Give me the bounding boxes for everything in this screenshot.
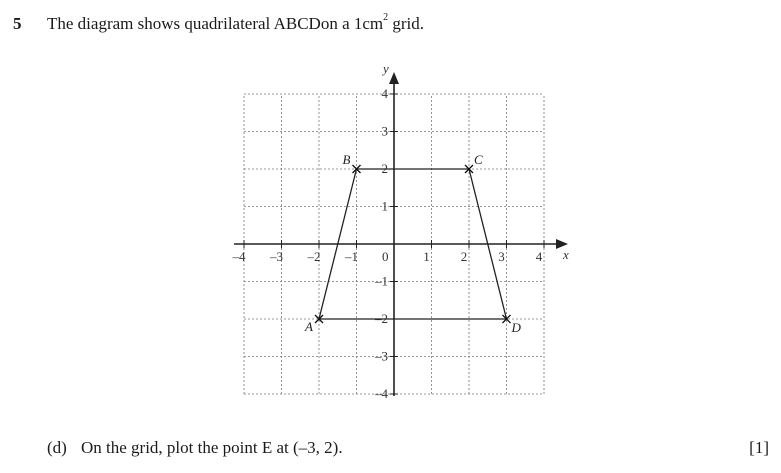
point-label-d: D	[511, 320, 521, 335]
x-tick-label: 3	[498, 249, 505, 264]
stem-superscript: 2	[383, 12, 389, 23]
x-tick-label: 0	[382, 249, 389, 264]
point-label-a: A	[305, 319, 313, 334]
y-tick-label: 2	[381, 161, 388, 176]
y-tick-label: 4	[381, 86, 388, 101]
y-axis-arrowhead	[389, 72, 399, 84]
stem-text: The diagram shows quadrilateral ABCDon a 1cm	[47, 14, 384, 33]
part-label: (d)	[47, 438, 67, 457]
question-number: 5	[13, 14, 22, 33]
point-label-b: B	[342, 152, 351, 167]
y-tick-label: –1	[375, 273, 388, 289]
x-tick-label: 1	[423, 249, 430, 264]
part-d	[47, 438, 343, 458]
x-tick-label: –3	[270, 249, 283, 264]
x-tick-label: –2	[307, 249, 321, 264]
y-tick-label: –3	[375, 348, 388, 364]
x-tick-label: –1	[345, 249, 358, 264]
y-tick-label: –2	[375, 311, 388, 326]
x-axis-label: x	[563, 247, 569, 262]
y-tick-label: 3	[381, 123, 388, 139]
x-tick-label: 4	[535, 249, 543, 264]
y-axis-label: y	[383, 61, 389, 76]
stem-end: grid.	[388, 14, 425, 33]
y-tick-label: 1	[381, 198, 388, 214]
part-text: On the grid, plot the point E at (–3, 2).	[81, 438, 343, 457]
y-tick-label: –4	[375, 386, 388, 401]
marks: [1]	[749, 438, 769, 457]
x-tick-label: –4	[232, 249, 246, 264]
x-tick-label: 2	[460, 249, 468, 264]
point-label-c: C	[474, 152, 483, 167]
